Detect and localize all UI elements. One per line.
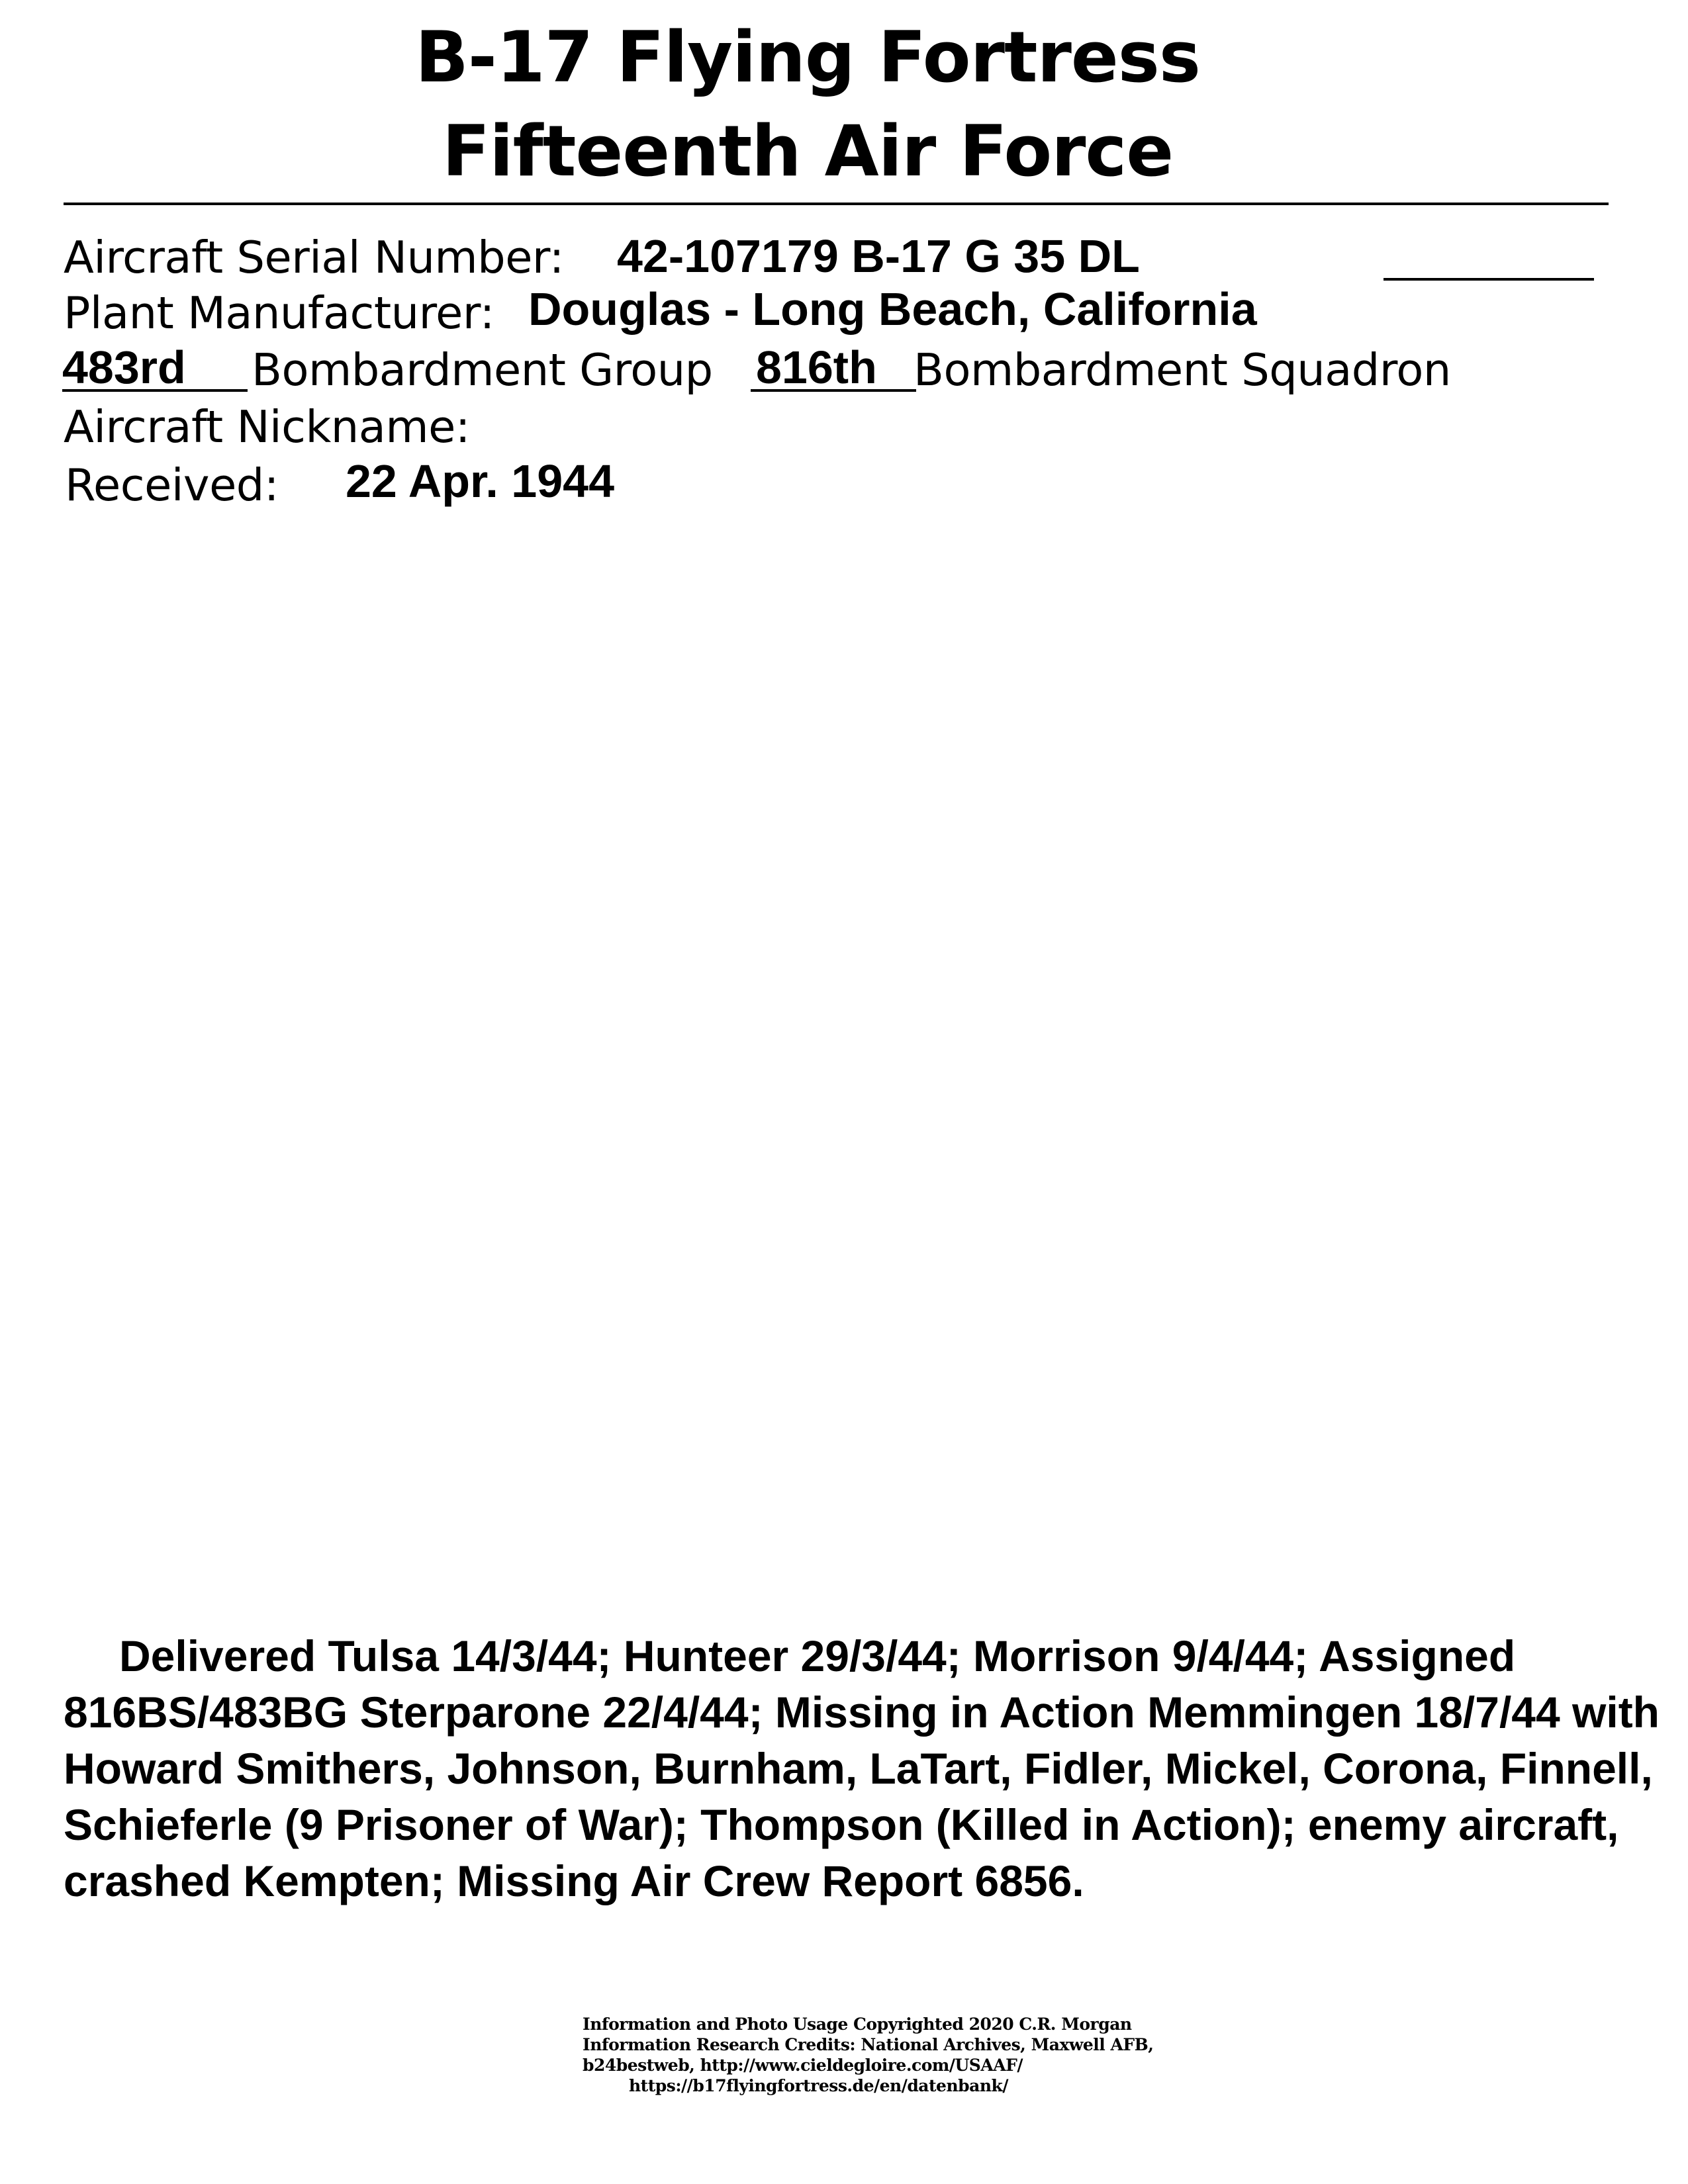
title-divider [64,203,1609,205]
group-number-value: 483rd [62,341,186,393]
received-label: Received: [65,459,279,511]
group-underline [62,389,248,392]
page-subtitle: Fifteenth Air Force [442,111,1174,192]
manufacturer-value: Douglas - Long Beach, California [528,283,1257,335]
received-value: 22 Apr. 1944 [346,455,615,507]
squadron-label: Bombardment Squadron [914,344,1451,396]
serial-number-label: Aircraft Serial Number: [64,232,564,283]
manufacturer-label: Plant Manufacturer: [64,287,494,339]
squadron-number-value: 816th [756,341,877,393]
group-label: Bombardment Group [252,344,713,396]
serial-number-value: 42-107179 B-17 G 35 DL [617,230,1140,282]
credits-line: Information and Photo Usage Copyrighted 2020 C.R. Morgan [583,2015,1132,2034]
nickname-label: Aircraft Nickname: [64,401,470,453]
credits-block [583,2014,1153,2096]
credits-line: Information Research Credits: National Archives, Maxwell AFB, [583,2035,1154,2054]
history-remarks: Delivered Tulsa 14/3/44; Hunteer 29/3/44; Morrison 9/4/44; Assigned 816BS/483BG Sterparone 22/4/44; Missing in Action Memmingen 18/7/44 with Howard Smithers, Johnson, Burnham, LaTart, Fidler, Mickel, Corona, Finnell, Schieferle (9 Prisoner of War); Thompson (Killed in Action); enemy aircraft, crashed Kempten; Missing Air Crew Report 6856. [64,1631,1660,1905]
page-title: B-17 Flying Fortress [415,17,1200,98]
credits-line: b24bestweb, http://www.cieldegloire.com/USAAF/ [583,2056,1023,2075]
squadron-underline [751,389,916,392]
credits-line: https://b17flyingfortress.de/en/datenbank/ [629,2076,1008,2095]
serial-blank-underline [1383,278,1594,281]
